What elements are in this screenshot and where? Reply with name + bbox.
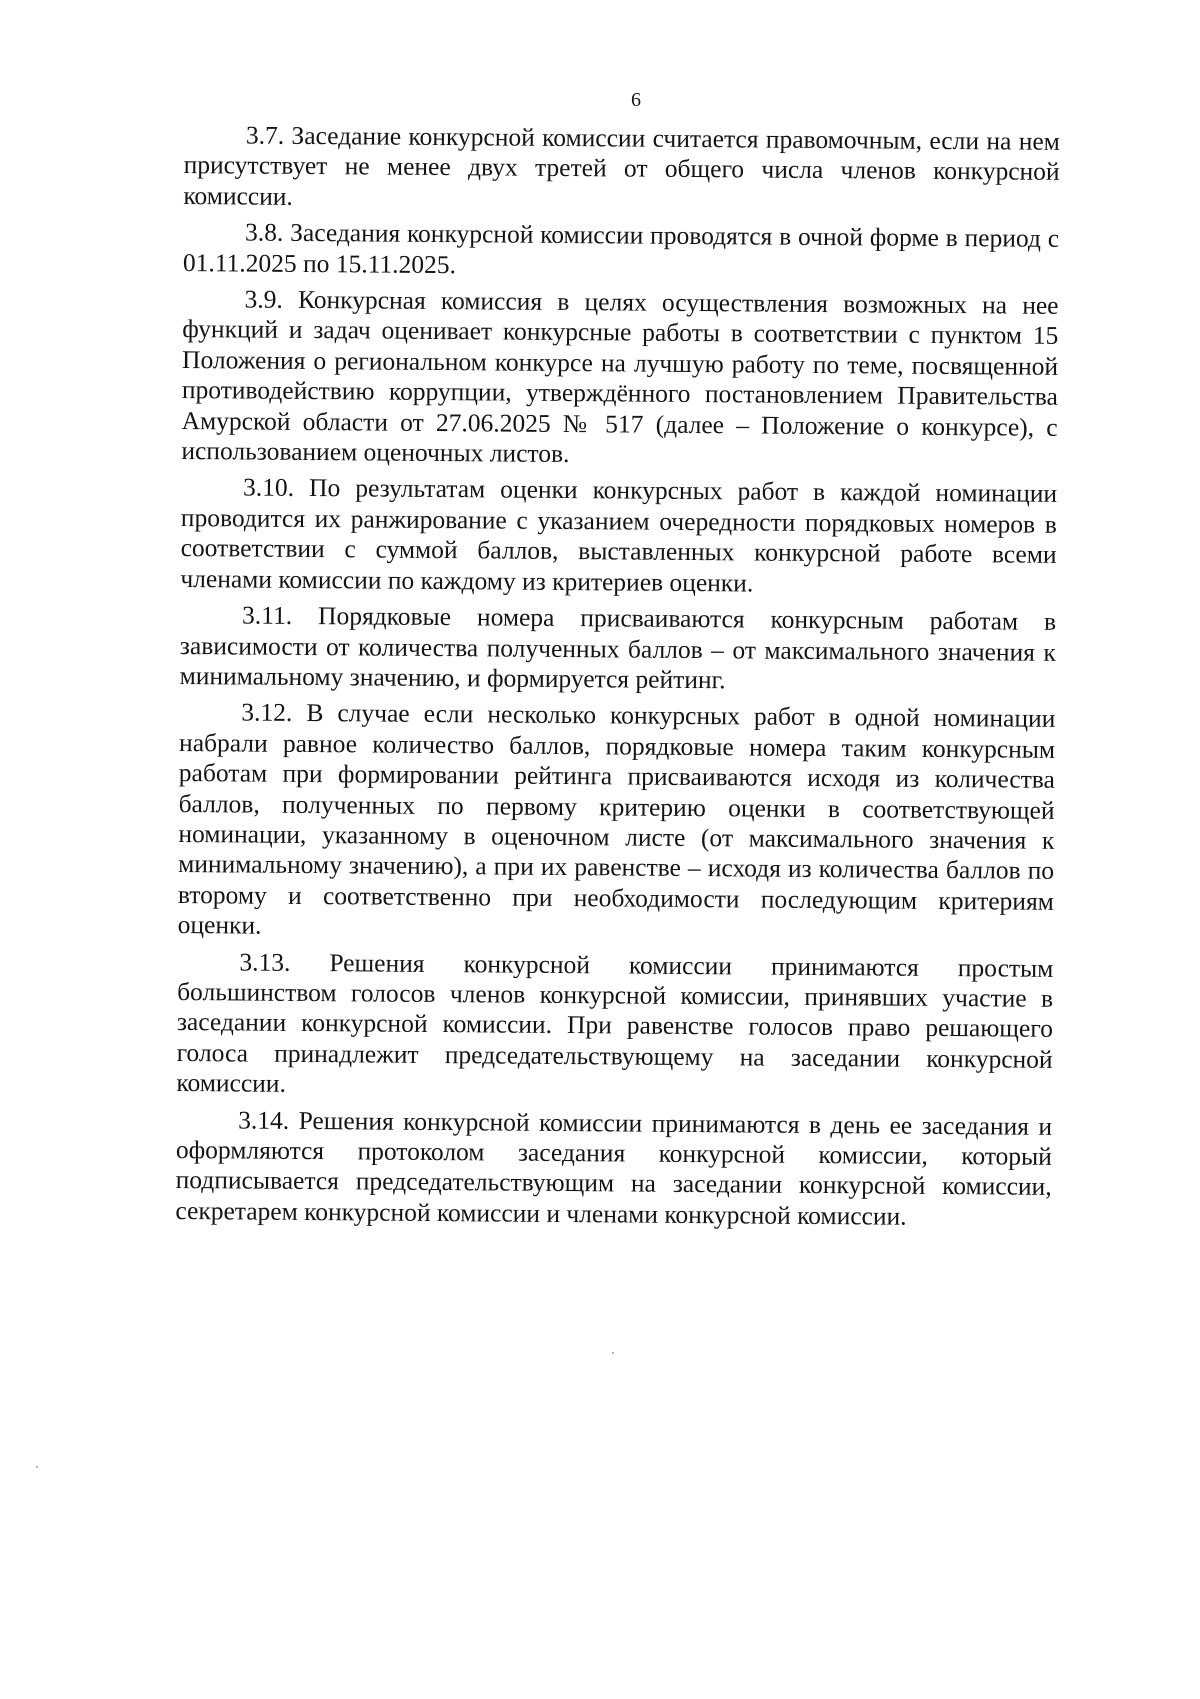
paragraph-3-8: 3.8. Заседания конкурсной комиссии проводятся в очной форме в период с 01.11.2025 по 15.11.2025. xyxy=(182,217,1060,279)
paragraph-3-13: 3.13. Решения конкурсной комиссии принимаются простым большинством голосов членов конкурсной комиссии, принявших участие в заседании конкурсной комиссии. При равенстве голосов право решающего голоса принадлежит председательствующему на заседании конкурсной комиссии. xyxy=(176,947,1054,1099)
scan-speck xyxy=(36,1466,38,1468)
paragraph-3-10: 3.10. По результатам оценки конкурсных работ в каждой номинации проводится их ранжирование с указанием очередности порядковых номеров в соответствии с суммой баллов, выставленных конкурсной работе всеми членами комиссии по каждому из критериев оценки. xyxy=(180,472,1058,598)
paragraph-3-14: 3.14. Решения конкурсной комиссии принимаются в день ее заседания и оформляются протоколом заседания конкурсной комиссии, который подписывается председательствующим на заседании конкурсной комиссии, секретарем конкурсной комиссии и членами конкурсной комиссии. xyxy=(175,1105,1053,1231)
paragraph-3-9: 3.9. Конкурсная комиссия в целях осуществления возможных на нее функций и задач оценивает конкурсные работы в соответствии с пунктом 15 Положения о региональном конкурсе на лучшую работу по теме, посвященной противодействию коррупции, утверждённого постановлением Правительства Амурской области от 27.06.2025 № 517 (далее – Положение о конкурсе), с использованием оценочных листов. xyxy=(181,284,1059,469)
scan-speck xyxy=(612,1352,614,1354)
document-body xyxy=(175,120,1060,1239)
paragraph-3-11: 3.11. Порядковые номера присваиваются конкурсным работам в зависимости от количества полученных баллов – от максимального значения к минимальному значению, и формируется рейтинг. xyxy=(179,600,1057,695)
paragraph-3-7: 3.7. Заседание конкурсной комиссии считается правомочным, если на нем присутствует не менее двух третей от общего числа членов конкурсной комиссии. xyxy=(183,120,1060,211)
page-number: 6 xyxy=(631,89,641,111)
paragraph-3-12: 3.12. В случае если несколько конкурсных работ в одной номинации набрали равное количество баллов, порядковые номера таким конкурсным работам при формировании рейтинга присваиваются исходя из количества баллов, полученных по первому критерию оценки в соответствующей номинации, указанному в оценочном листе (от максимального значения к минимальному значению), а при их равенстве – исходя из количества баллов по второму и соответственно при необходимости последующим критериям оценки. xyxy=(177,697,1056,940)
